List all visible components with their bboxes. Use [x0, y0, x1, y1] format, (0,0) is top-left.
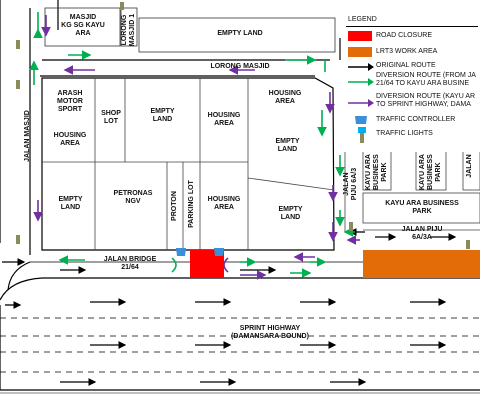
lorong-masjid-label: LORONG MASJID — [210, 63, 270, 70]
parking-lot-label: PARKING LOT — [187, 180, 195, 228]
legend-road-closure: ROAD CLOSURE — [376, 32, 433, 39]
legend-traffic-lights: TRAFFIC LIGHTS — [376, 130, 433, 137]
petronas-label: PETRONAS NGV — [113, 190, 153, 206]
shop-lot-label: SHOP LOT — [101, 110, 121, 126]
housing-1-label: HOUSING AREA — [53, 132, 87, 148]
empty-land-4-label: EMPTY LAND — [278, 206, 303, 222]
kayu-ara-bp1-label: KAYU ARA BUSINESS PARK — [364, 154, 389, 191]
jalan-bridge-label: JALAN BRIDGE 21/64 — [103, 256, 157, 272]
legend-traffic-controller: TRAFFIC CONTROLLER — [376, 116, 456, 123]
jalan-right-label: JALAN — [465, 154, 473, 178]
housing-2-label: HOUSING AREA — [207, 112, 241, 128]
kayu-ara-bp3-label: KAYU ARA BUSINESS PARK — [385, 200, 459, 216]
lorong-masjid-1-label: LORONG MASJID 1 — [120, 13, 136, 47]
jalan-piju-road-label: JALAN PIJU 6A/3A — [401, 226, 443, 242]
arash-label: ARASH MOTOR SPORT — [57, 90, 83, 114]
empty-land-3-label: EMPTY LAND — [58, 196, 83, 212]
housing-3-label: HOUSING AREA — [268, 90, 302, 106]
legend-closure-swatch — [348, 31, 372, 41]
legend-title: LEGEND — [348, 16, 377, 23]
empty-land-1-label: EMPTY LAND — [150, 108, 175, 124]
empty-land-top-label: EMPTY LAND — [217, 30, 263, 37]
legend-diversion2: DIVERSION ROUTE (KAYU AR TO SPRINT HIGHWAY, DAMA — [376, 93, 476, 109]
housing-4-label: HOUSING AREA — [207, 196, 241, 212]
legend-original: ORIGINAL ROUTE — [376, 62, 436, 69]
legend-lrt3: LRT3 WORK AREA — [376, 48, 438, 55]
legend-divider — [346, 26, 478, 27]
jalan-piju-label: JALAN PIJU 6A/3 — [342, 167, 358, 201]
kayu-ara-bp2-label: KAYU ARA BUSINESS PARK — [418, 154, 443, 191]
jalan-masjid-label: JALAN MASJID — [23, 110, 31, 162]
legend — [344, 14, 480, 152]
legend-traffic-light-icon — [356, 127, 368, 143]
lrt3-work-area — [363, 250, 480, 278]
proton-label: PROTON — [170, 191, 178, 221]
legend-diversion1-arrow — [346, 72, 376, 92]
sprint-highway-label: SPRINT HIGHWAY (DAMANSARA BOUND) — [231, 325, 309, 341]
legend-controller-icon — [354, 115, 368, 125]
masjid-label: MASJID KG SG KAYU ARA — [61, 14, 105, 38]
legend-diversion2-arrow — [346, 93, 376, 113]
legend-diversion1: DIVERSION ROUTE (FROM JA 21/64 TO KAYU ARA BUSINE — [376, 72, 476, 88]
legend-lrt3-swatch — [348, 47, 372, 57]
empty-land-2-label: EMPTY LAND — [275, 138, 300, 154]
